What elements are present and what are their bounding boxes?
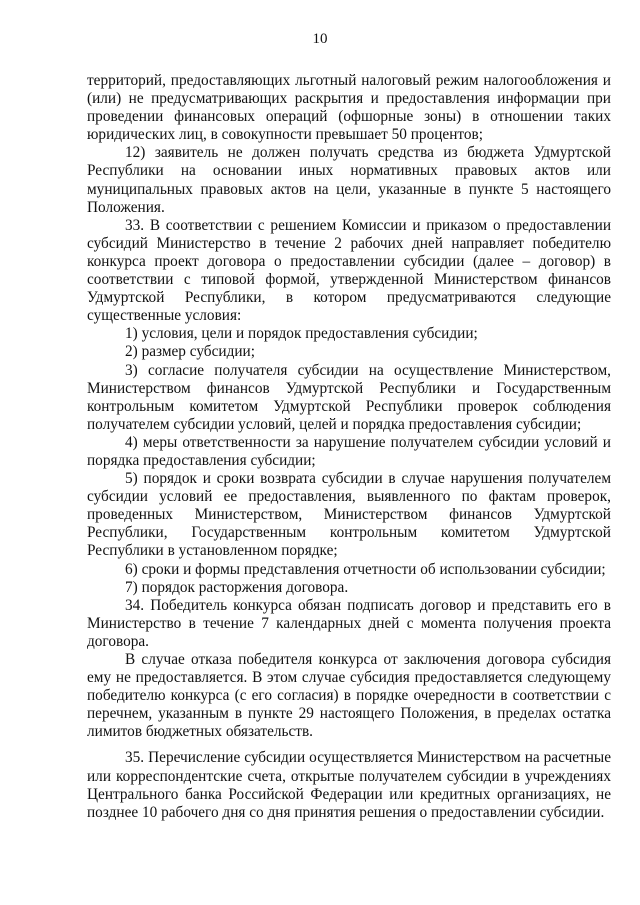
- paragraph-refusal: В случае отказа победителя конкурса от заключения договора субсидия ему не предоставляется. В этом случае субсидия предоставляется следующему победителю конкурса (с его согласия) в порядке очередности в соответствии с перечнем, указанным в пункте 29 настоящего Положения, в пределах остатка лимитов бюджетных обязательств.: [87, 651, 611, 741]
- paragraph-33: 33. В соответствии с решением Комиссии и приказом о предоставлении субсидий Министерство в течение 2 рабочих дней направляет победителю конкурса проект договора о предоставлении субсидии (далее – договор) в соответствии с типовой формой, утвержденной Министерством финансов Удмуртской Республики, в котором предусматриваются следующие существенные условия:: [87, 216, 611, 325]
- paragraph-35: 35. Перечисление субсидии осуществляется Министерством на расчетные или корреспондентские счета, открытые получателем субсидии в учреждениях Центрального банка Российской Федерации или кредитных организациях, не позднее 10 рабочего дня со дня принятия решения о предоставлении субсидии.: [87, 749, 611, 821]
- paragraph-condition-6: 6) сроки и формы представления отчетности об использовании субсидии;: [125, 560, 606, 578]
- paragraph-34: 34. Победитель конкурса обязан подписать договор и представить его в Министерство в течение 7 календарных дней с момента получения проекта договора.: [87, 596, 611, 650]
- paragraph-condition-4: 4) меры ответственности за нарушение получателем субсидии условий и порядка предоставления субсидии;: [87, 433, 611, 469]
- document-body: [87, 72, 611, 822]
- paragraph-condition-2: 2) размер субсидии;: [125, 343, 255, 361]
- paragraph-condition-1: 1) условия, цели и порядок предоставления субсидии;: [125, 325, 478, 343]
- page-number: 10: [312, 31, 328, 47]
- paragraph-condition-7: 7) порядок расторжения договора.: [125, 578, 349, 596]
- paragraph-item-12: 12) заявитель не должен получать средства из бюджета Удмуртской Республики на основании иных нормативных правовых актов или муниципальных правовых актов на цели, указанные в пункте 5 настоящего Положения.: [87, 144, 611, 216]
- paragraph-continuation: территорий, предоставляющих льготный налоговый режим налогообложения и (или) не предусматривающих раскрытия и предоставления информации при проведении финансовых операций (офшорные зоны) в отношении таких юридических лиц, в совокупности превышает 50 процентов;: [87, 72, 611, 144]
- paragraph-condition-3: 3) согласие получателя субсидии на осуществление Министерством, Министерством финансов Удмуртской Республики и Государственным контрольным комитетом Удмуртской Республики проверок соблюдения получателем субсидии условий, целей и порядка предоставления субсидии;: [87, 361, 611, 433]
- paragraph-condition-5: 5) порядок и сроки возврата субсидии в случае нарушения получателем субсидии условий ее предоставления, выявленного по фактам проверок, проведенных Министерством, Министерством финансов Удмуртской Республики, Государственным контрольным комитетом Удмуртской Республики в установленном порядке;: [87, 470, 611, 560]
